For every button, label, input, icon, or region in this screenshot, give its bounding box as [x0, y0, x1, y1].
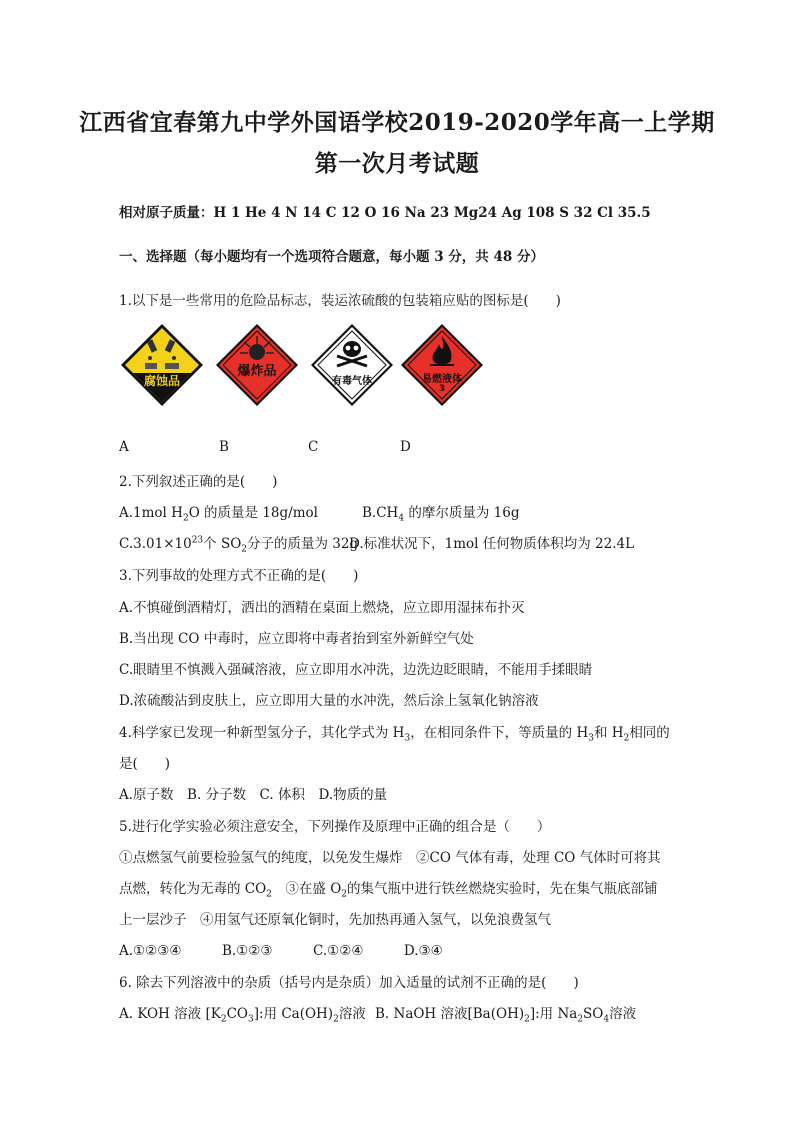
question-6: 6. 除去下列溶液中的杂质（括号内是杂质）加入适量的试剂不正确的是( ) — [119, 975, 579, 991]
q3-option-d: D.浓硫酸沾到皮肤上，应立即用大量的水冲洗，然后涂上氢氧化钠溶液 — [119, 693, 539, 709]
q5-statement-line-1: ①点燃氢气前要检验氢气的纯度，以免发生爆炸 ②CO 气体有毒，处理 CO 气体时可将其 — [119, 850, 661, 866]
flammable-class-number: 3 — [438, 384, 446, 394]
explosive-sign-icon — [214, 322, 300, 408]
title-line-1: 江西省宜春第九中学外国语学校2019-2020学年高一上学期 — [79, 109, 715, 136]
q2-option-b: $B.CH_4$ 的摩尔质量为 16g — [362, 505, 520, 524]
corrosive-sign-icon — [119, 322, 205, 408]
q1-option-a: A — [119, 439, 129, 455]
question-4: 4.科学家已发现一种新型氢分子，其化学式为 $H_3$，在相同条件下，等质量的 $H_3$和 $H_2$相同的 — [119, 725, 670, 744]
q3-option-a: A.不慎碰倒酒精灯，洒出的酒精在桌面上燃烧，应立即用湿抹布扑灭 — [119, 600, 525, 616]
q5-statement-line-2: 点燃，转化为无毒的 $CO_2$ ③在盛 $O_2$的集气瓶中进行铁丝燃烧实验时，先在集气瓶底部铺 — [119, 881, 658, 900]
q1-option-b: B — [219, 439, 229, 455]
q3-option-c: C.眼睛里不慎溅入强碱溶液，应立即用水冲洗，边洗边眨眼睛，不能用手揉眼睛 — [119, 662, 593, 678]
question-1: 1.以下是一些常用的危险品标志，装运浓硫酸的包装箱应贴的图标是( ) — [119, 293, 561, 309]
q5-statement-line-3: 上一层沙子 ④用氢气还原氧化铜时，先加热再通入氢气，以免浪费氢气 — [119, 912, 551, 928]
q4-options: A.原子数 B. 分子数 C. 体积 D.物质的量 — [119, 787, 388, 803]
toxic-gas-sign-icon — [309, 322, 395, 408]
q3-option-b: B.当出现 CO 中毒时，应立即将中毒者抬到室外新鲜空气处 — [119, 631, 474, 647]
flammable-liquid-sign-icon — [399, 322, 485, 408]
atomic-masses: 相对原子质量：H 1 He 4 N 14 C 12 O 16 Na 23 Mg24 Ag 108 S 32 Cl 35.5 — [119, 205, 651, 221]
q6-option-b: B. NaOH 溶液$[Ba(OH)_2]$:用 $Na_2SO_4$溶液 — [375, 1006, 637, 1025]
title-line-2: 第一次月考试题 — [314, 150, 480, 177]
corrosive-label: 腐蚀品 — [143, 374, 180, 388]
flammable-liquid-label: 易燃液体 — [422, 374, 462, 385]
q6-option-a: A. KOH 溶液 $[K_2CO_3]$:用 $Ca(OH)_2$溶液 — [119, 1006, 366, 1025]
q2-option-c: $C.3.01\times 10^{23}$个 $SO_2$分子的质量为 32g — [119, 535, 359, 555]
explosive-label: 爆炸品 — [237, 364, 277, 379]
toxic-gas-label: 有毒气体 — [332, 376, 372, 387]
q1-option-d: D — [400, 439, 411, 455]
q1-option-c: C — [308, 439, 319, 455]
hazard-signs — [119, 322, 489, 412]
q2-option-d: D.标准状况下，1mol 任何物质体积均为 22.4L — [349, 536, 635, 552]
q5-options: A.①②③④ B.①②③ C.①②④ D.③④ — [119, 943, 443, 959]
question-4-cont: 是( ) — [119, 756, 171, 772]
question-2: 2.下列叙述正确的是( ) — [119, 474, 278, 490]
section-heading-choice: 一、选择题（每小题均有一个选项符合题意，每小题 3 分，共 48 分） — [119, 249, 544, 265]
question-5: 5.进行化学实验必须注意安全，下列操作及原理中正确的组合是（ ） — [119, 819, 551, 835]
q2-option-a: A.1mol $H_2O$ 的质量是 18g/mol — [119, 505, 318, 524]
question-3: 3.下列事故的处理方式不正确的是( ) — [119, 568, 359, 584]
